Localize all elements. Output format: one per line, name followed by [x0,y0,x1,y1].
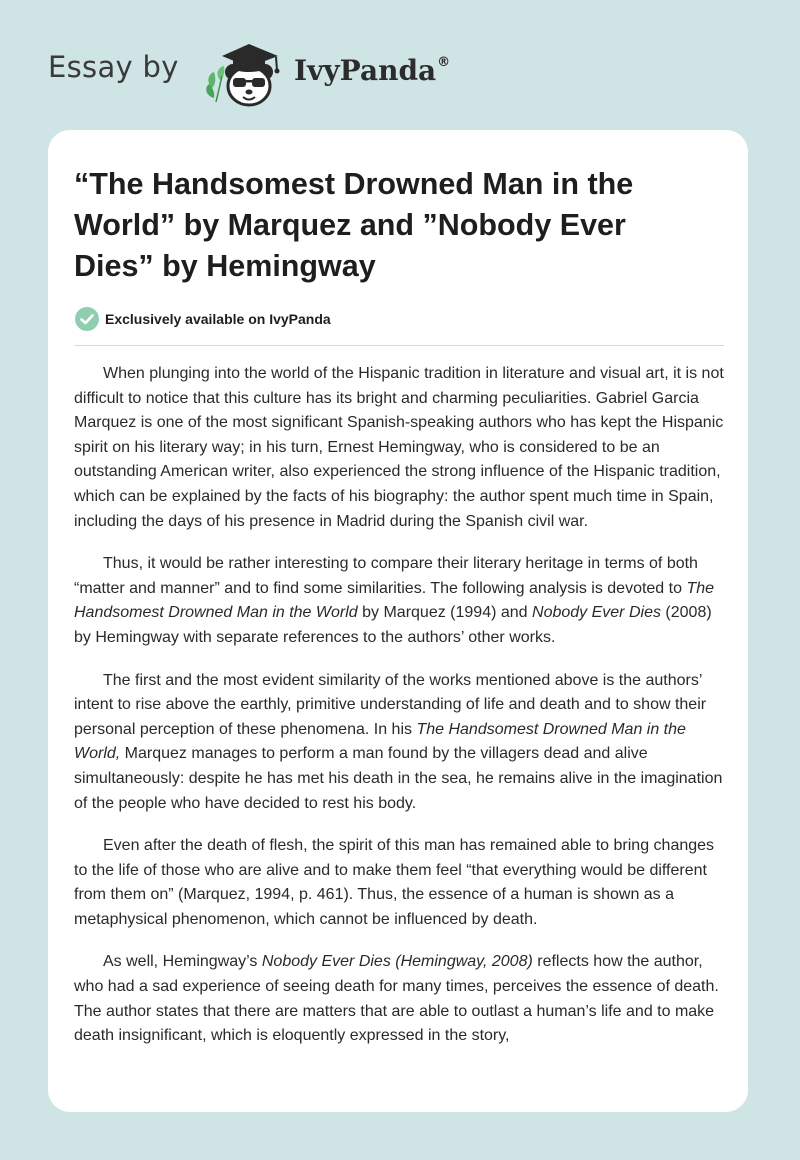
paragraph-4: Even after the death of flesh, the spirit of this man has remained able to bring changes to the life of those who are alive and to make them feel “that everything would be different from them on” (Marquez, 1994, p. 461). Thus, the essence of a human is shown as a metaphysical phenomenon, which cannot be influenced by death. [74,837,715,928]
essay-card [48,130,748,1112]
paragraph-3-text-1: The first and the most evident similarity of the works mentioned above is the authors’ intent to rise above the earthly, primitive understanding of life and death and to show their personal perception of these phenomena. In his [74,671,707,738]
paragraph-3-text-2: Marquez manages to perform a man found by the villagers dead and alive simultaneously: despite he has met his death in the sea, he remains alive in the imagination of the people who have decided to rest his body. [74,745,723,812]
divider [74,345,724,346]
paragraph-5-text-2: reflects how the author, who had a sad experience of seeing death for many times, perceives the essence of death. The author states that there are matters that are able to outlast a human’s life and to make death insignificant, which is eloquently expressed in the story, [74,953,719,1045]
essay-title: “The Handsomest Drowned Man in the World” by Marquez and ”Nobody Ever Dies” by Hemingway [74,167,634,283]
paragraph-3 [74,669,725,817]
paragraph-5 [74,950,725,1048]
panda-graduate-icon[interactable] [200,36,292,108]
paragraph-2-text-3: (2008) by Hemingway with separate references to the authors’ other works. [74,604,712,646]
work-title-hemingway: Nobody Ever Dies (Hemingway, 2008) [261,953,533,971]
paragraph-2-text-2: by Marquez (1994) and [357,604,533,622]
paragraph-5-text-1: As well, Hemingway’s [103,953,262,971]
paragraph-1: When plunging into the world of the Hispanic tradition in literature and visual art, it is not difficult to notice that this culture has its bright and charming peculiarities. Gabriel Garcia Marquez is one of the most significant Spanish-speaking authors who has kept the Hispanic spirit on his literary way; in his turn, Ernest Hemingway, who is considered to be an outstanding American writer, also experienced the strong influence of the Hispanic tradition, which can be explained by the facts of his biography: the author spent much time in Spain, including the days of his presence in Madrid during the Spanish civil war. [74,365,724,530]
check-circle-icon [74,306,100,332]
site-header [0,0,800,130]
paragraph-2-text-1: Thus, it would be rather interesting to compare their literary heritage in terms of both “matter and manner” and to find some similarities. The following analysis is devoted to [74,555,698,597]
exclusive-badge [74,306,331,332]
essay-body [74,362,725,1067]
work-title-hemingway: Nobody Ever Dies [532,604,661,622]
exclusive-badge-text: Exclusively available on IvyPanda [105,311,331,327]
essay-by-label: Essay by [48,50,179,84]
brand-name[interactable] [294,54,450,87]
paragraph-2 [74,552,725,650]
work-title-marquez: The Handsomest Drowned Man in the World [74,579,715,622]
work-title-marquez: The Handsomest Drowned Man in the World, [74,720,686,763]
registered-mark: ® [437,55,451,70]
brand-text: IvyPanda [294,54,437,87]
